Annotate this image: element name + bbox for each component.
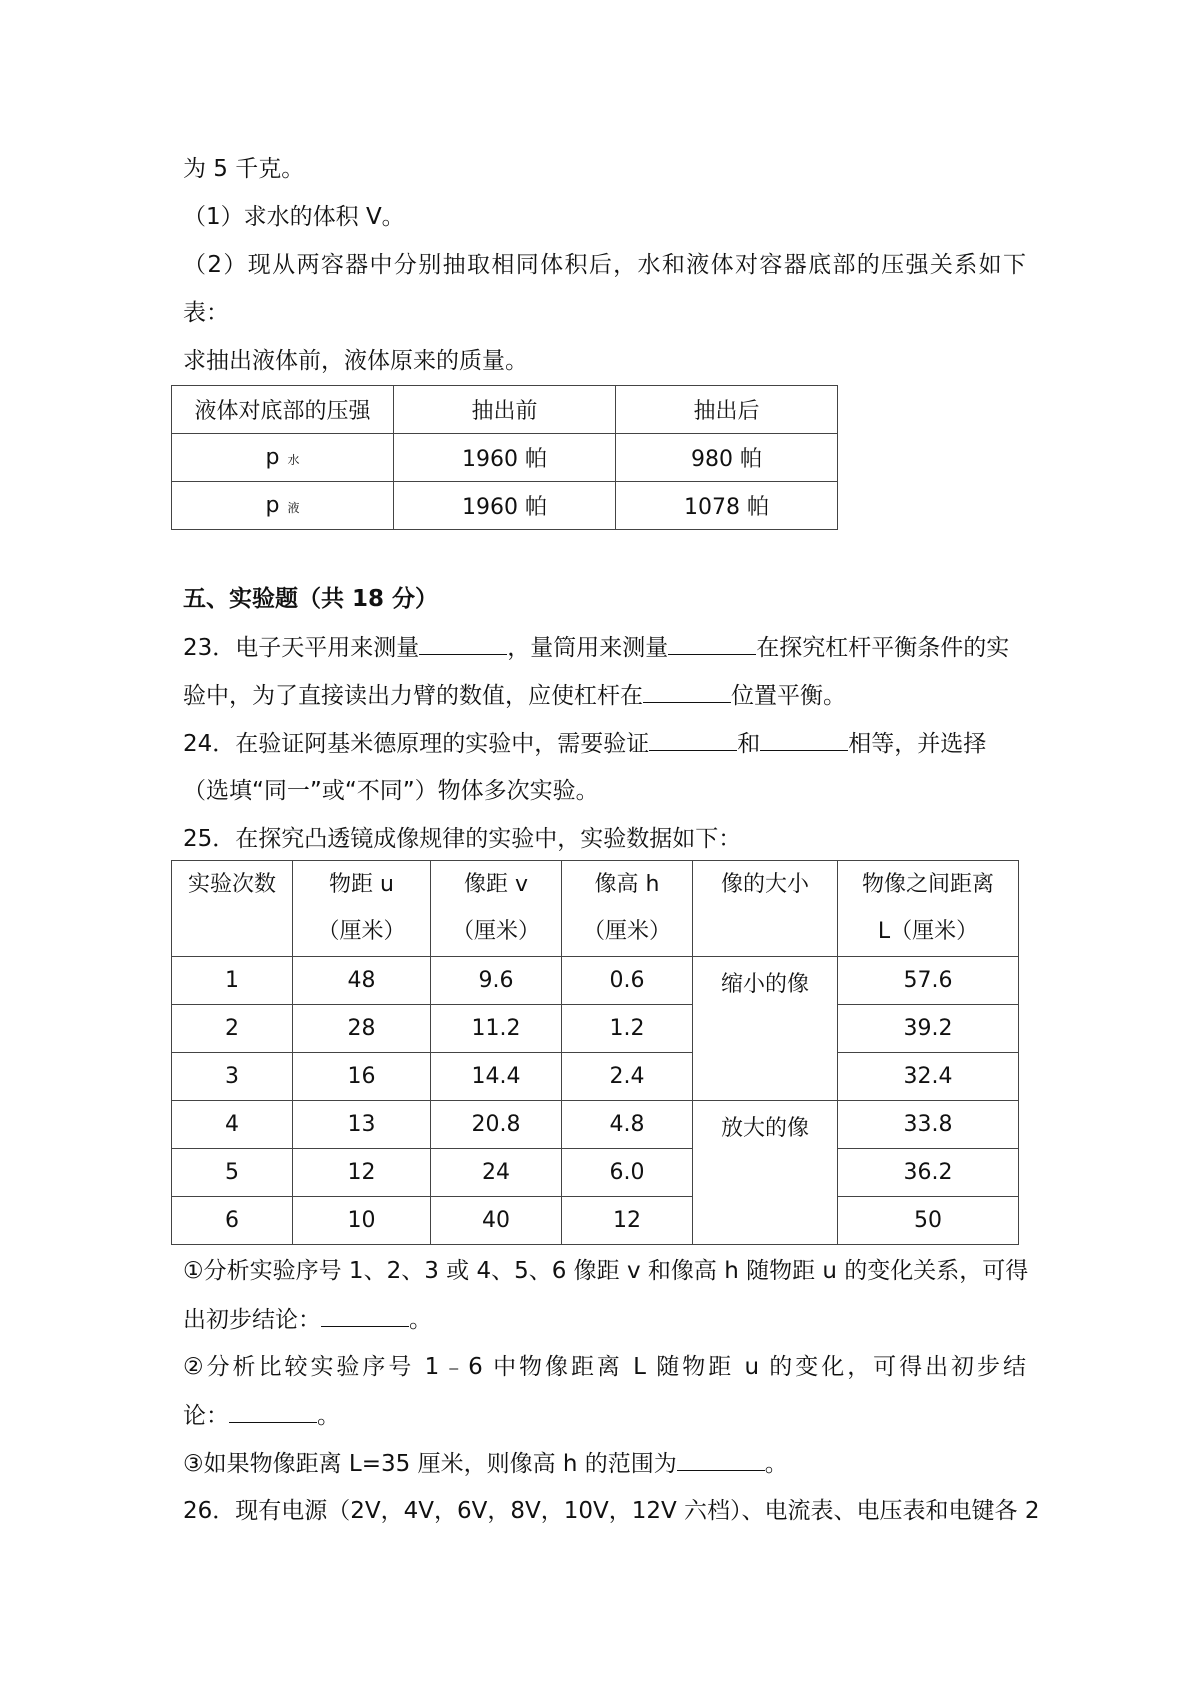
text-span: 论： bbox=[183, 1403, 229, 1429]
text-line: （1）求水的体积 V。 bbox=[183, 204, 405, 230]
header-text: 物像之间距离 bbox=[861, 872, 994, 897]
text-span: 相等，并选择 bbox=[848, 731, 987, 757]
text-span: 24．在验证阿基米德原理的实验中，需要验证 bbox=[183, 731, 650, 757]
subscript: 水 bbox=[287, 453, 300, 467]
table-cell: 32.4 bbox=[838, 1053, 1019, 1101]
question-25-item-2-cont bbox=[183, 1400, 340, 1431]
header-text: 像距 v bbox=[463, 872, 528, 897]
table-cell: 10 bbox=[293, 1197, 431, 1245]
text-span: 出初步结论： bbox=[183, 1307, 321, 1333]
table-cell: 24 bbox=[431, 1149, 562, 1197]
table-cell: 6 bbox=[172, 1197, 293, 1245]
answer-blank[interactable] bbox=[419, 632, 507, 655]
table-cell: 6.0 bbox=[562, 1149, 693, 1197]
answer-blank[interactable] bbox=[649, 728, 737, 751]
text-span: 位置平衡。 bbox=[731, 683, 846, 709]
text-span: 在探究杠杆平衡条件的实 bbox=[756, 635, 1010, 661]
table-row bbox=[172, 1053, 1019, 1101]
text-span: 和 bbox=[737, 731, 761, 757]
header-unit: （厘米） bbox=[451, 919, 540, 944]
text-span: 。 bbox=[764, 1451, 788, 1477]
table-cell: 2 bbox=[172, 1005, 293, 1053]
table-row bbox=[172, 957, 1019, 1005]
answer-blank[interactable] bbox=[668, 632, 756, 655]
table-cell: 20.8 bbox=[431, 1101, 562, 1149]
table-cell: 1960 帕 bbox=[394, 434, 616, 482]
table-cell-merged: 缩小的像 bbox=[693, 957, 838, 1101]
question-25-item-1-cont bbox=[183, 1304, 432, 1335]
answer-blank[interactable] bbox=[643, 680, 731, 703]
symbol-p: p bbox=[265, 493, 280, 518]
question-23 bbox=[183, 632, 1009, 663]
table-cell: 57.6 bbox=[838, 957, 1019, 1005]
table-cell: 9.6 bbox=[431, 957, 562, 1005]
table-header-cell bbox=[293, 861, 431, 957]
table-row bbox=[172, 1149, 1019, 1197]
table-header-row bbox=[172, 861, 1019, 957]
table-header-cell bbox=[431, 861, 562, 957]
table-header-cell bbox=[693, 861, 838, 957]
header-text: 实验次数 bbox=[187, 872, 276, 897]
table-cell: 1078 帕 bbox=[616, 482, 838, 530]
table-cell: 2.4 bbox=[562, 1053, 693, 1101]
header-text: 像的大小 bbox=[720, 872, 809, 897]
table-row bbox=[172, 1197, 1019, 1245]
table-cell: 12 bbox=[562, 1197, 693, 1245]
table-header-cell bbox=[172, 861, 293, 957]
table-cell-merged: 放大的像 bbox=[693, 1101, 838, 1245]
table-header-cell bbox=[562, 861, 693, 957]
table-cell: 16 bbox=[293, 1053, 431, 1101]
table-cell: 1960 帕 bbox=[394, 482, 616, 530]
table-cell: 0.6 bbox=[562, 957, 693, 1005]
pressure-table bbox=[171, 385, 838, 530]
table-cell: 28 bbox=[293, 1005, 431, 1053]
table-cell: 11.2 bbox=[431, 1005, 562, 1053]
text-line: 求抽出液体前，液体原来的质量。 bbox=[183, 348, 528, 374]
header-unit: L（厘米） bbox=[877, 919, 979, 944]
table-cell: 1 bbox=[172, 957, 293, 1005]
question-23-cont bbox=[183, 680, 846, 711]
table-cell: 39.2 bbox=[838, 1005, 1019, 1053]
answer-blank[interactable] bbox=[229, 1400, 317, 1423]
table-header-cell bbox=[838, 861, 1019, 957]
header-unit: （厘米） bbox=[582, 919, 671, 944]
answer-blank[interactable] bbox=[321, 1304, 409, 1327]
question-26: 26．现有电源（2V，4V，6V，8V，10V，12V 六档）、电流表、电压表和电键各 2 bbox=[183, 1498, 1040, 1524]
table-cell: 4.8 bbox=[562, 1101, 693, 1149]
table-cell: 48 bbox=[293, 957, 431, 1005]
table-row bbox=[172, 1101, 1019, 1149]
table-cell: 3 bbox=[172, 1053, 293, 1101]
table-cell: 1.2 bbox=[562, 1005, 693, 1053]
text-span: 。 bbox=[409, 1307, 432, 1333]
text-span: ③如果物像距离 L=35 厘米，则像高 h 的范围为 bbox=[183, 1451, 677, 1477]
table-row bbox=[172, 1005, 1019, 1053]
text-line: 为 5 千克。 bbox=[183, 156, 305, 182]
text-span: 。 bbox=[317, 1403, 340, 1429]
answer-blank[interactable] bbox=[760, 728, 848, 751]
table-cell: 12 bbox=[293, 1149, 431, 1197]
table-cell: 980 帕 bbox=[616, 434, 838, 482]
question-25-item-2: ②分析比较实验序号 1﹣6 中物像距离 L 随物距 u 的变化，可得出初步结 bbox=[183, 1354, 1026, 1380]
header-text: 像高 h bbox=[594, 872, 660, 897]
table-header-row bbox=[172, 386, 838, 434]
table-cell: 33.8 bbox=[838, 1101, 1019, 1149]
table-header-cell: 抽出后 bbox=[616, 386, 838, 434]
table-row bbox=[172, 434, 838, 482]
lens-data-table bbox=[171, 860, 1019, 1245]
section-title: 五、实验题（共 18 分） bbox=[183, 586, 439, 612]
text-line: （2）现从两容器中分别抽取相同体积后，水和液体对容器底部的压强关系如下 bbox=[183, 252, 1026, 278]
text-span: 23．电子天平用来测量 bbox=[183, 635, 420, 661]
question-24 bbox=[183, 728, 986, 759]
text-span: ，量筒用来测量 bbox=[507, 635, 669, 661]
table-cell: 40 bbox=[431, 1197, 562, 1245]
table-header-cell: 液体对底部的压强 bbox=[172, 386, 394, 434]
header-text: 物距 u bbox=[329, 872, 394, 897]
question-25-item-1: ①分析实验序号 1、2、3 或 4、5、6 像距 v 和像高 h 随物距 u 的变化关系，可得 bbox=[183, 1258, 1029, 1284]
table-cell: 36.2 bbox=[838, 1149, 1019, 1197]
answer-blank[interactable] bbox=[677, 1448, 765, 1471]
table-row bbox=[172, 482, 838, 530]
question-24-cont: （选填“同一”或“不同”）物体多次实验。 bbox=[183, 778, 599, 804]
text-line: 表： bbox=[183, 300, 229, 326]
question-25-item-3 bbox=[183, 1448, 788, 1479]
table-cell: 50 bbox=[838, 1197, 1019, 1245]
header-unit: （厘米） bbox=[317, 919, 406, 944]
table-cell: 14.4 bbox=[431, 1053, 562, 1101]
table-cell bbox=[172, 482, 394, 530]
table-cell: 13 bbox=[293, 1101, 431, 1149]
text-span: 验中，为了直接读出力臂的数值，应使杠杆在 bbox=[183, 683, 643, 709]
question-25-intro: 25．在探究凸透镜成像规律的实验中，实验数据如下： bbox=[183, 826, 742, 852]
symbol-p: p bbox=[265, 445, 280, 470]
table-cell bbox=[172, 434, 394, 482]
table-cell: 5 bbox=[172, 1149, 293, 1197]
table-header-cell: 抽出前 bbox=[394, 386, 616, 434]
subscript: 液 bbox=[287, 501, 300, 515]
table-cell: 4 bbox=[172, 1101, 293, 1149]
